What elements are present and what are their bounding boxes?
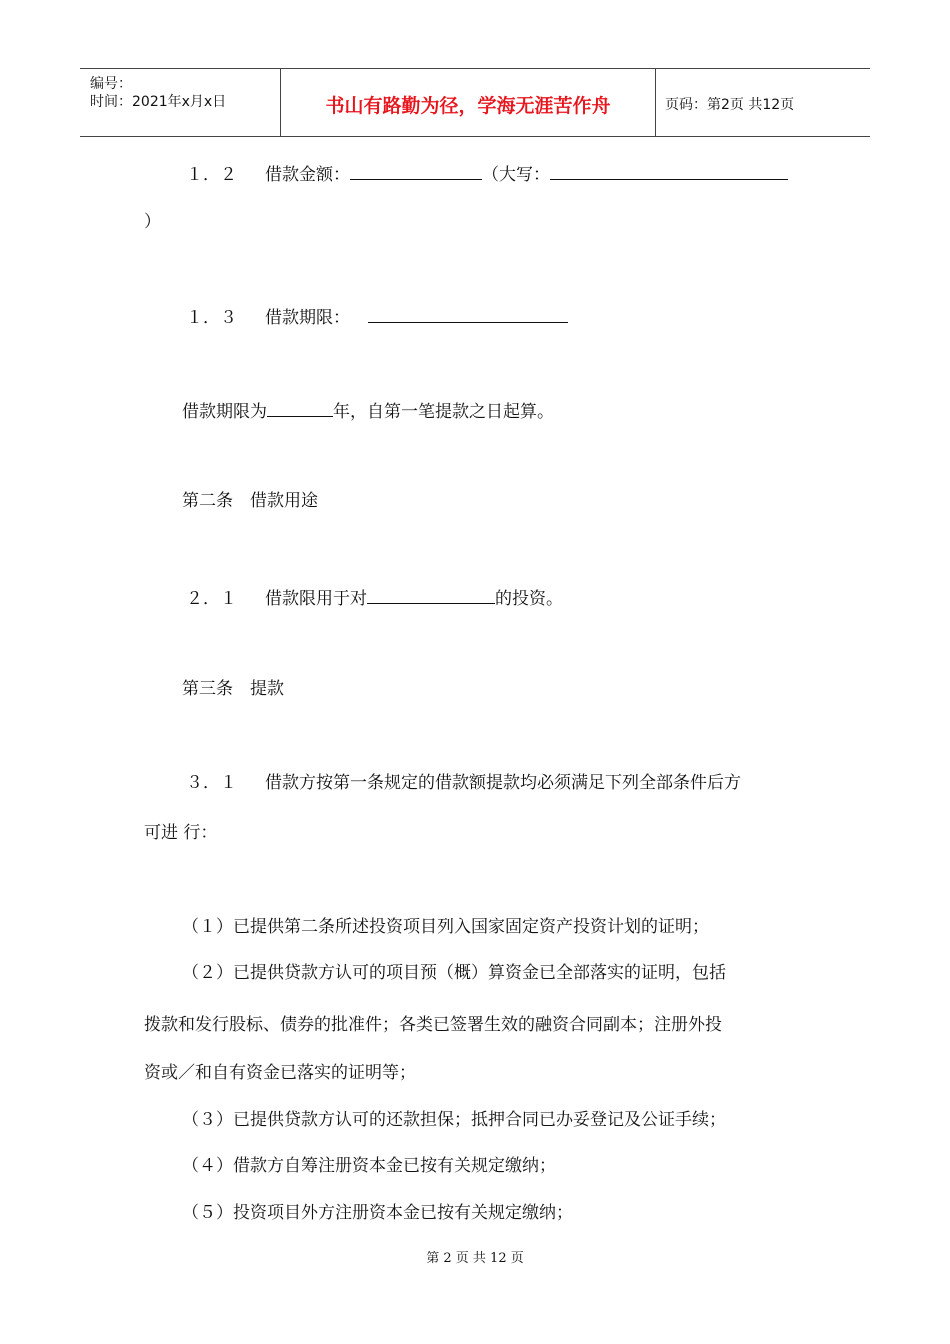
clause-text: 的投资。 (495, 589, 563, 609)
clause-1-2 (186, 161, 788, 186)
blank-field (368, 304, 568, 323)
clause-2-1 (186, 585, 563, 610)
header-page-cell (655, 69, 870, 136)
document-number-label: 编号： (90, 76, 132, 92)
clause-number: １．２ (186, 165, 237, 185)
term-line (182, 398, 554, 423)
condition-item-3: （３）已提供贷款方认可的还款担保；抵押合同已办妥登记及公证手续； (182, 1110, 726, 1130)
clause-3-1-cont: 可进 行： (144, 823, 218, 843)
blank-field (350, 161, 482, 180)
clause-text: 年，自第一笔提款之日起算。 (333, 402, 554, 422)
condition-item-2-cont: 拨款和发行股标、债券的批准件；各类已签署生效的融资合同副本；注册外投 (144, 1015, 722, 1035)
blank-field (550, 161, 788, 180)
clause-label: 借款期限： (265, 308, 350, 328)
clause-label: 借款金额： (265, 165, 350, 185)
header-page-info: 页码：第2页 共12页 (665, 97, 795, 113)
condition-item-4: （４）借款方自筹注册资本金已按有关规定缴纳； (182, 1156, 556, 1176)
condition-item-2-cont: 资或／和自有资金已落实的证明等； (144, 1063, 416, 1083)
blank-field (267, 398, 333, 417)
clause-text: 借款期限为 (182, 402, 267, 422)
header-motto: 书山有路勤为径，学海无涯苦作舟 (325, 95, 611, 117)
clause-text: 借款方按第一条规定的借款额提款均必须满足下列全部条件后方 (265, 773, 741, 793)
header-meta (80, 69, 280, 136)
clause-1-2-close: ） (144, 212, 161, 232)
clause-3-1 (186, 772, 741, 794)
clause-number: １．３ (186, 308, 237, 328)
header-motto-cell (280, 69, 656, 136)
clause-text: 借款限用于对 (265, 589, 367, 609)
clause-number: ３．１ (186, 773, 237, 793)
article-2-heading: 第二条 借款用途 (182, 491, 318, 511)
clause-1-3 (186, 304, 568, 329)
clause-number: ２．１ (186, 589, 237, 609)
page-header (80, 68, 870, 137)
condition-item-5: （５）投资项目外方注册资本金已按有关规定缴纳； (182, 1203, 573, 1223)
document-time-label: 时间：2021年x月x日 (90, 94, 227, 110)
condition-item-2: （２）已提供贷款方认可的项目预（概）算资金已全部落实的证明，包括 (182, 963, 726, 983)
page-footer: 第 2 页 共 12 页 (426, 1251, 524, 1266)
clause-text: （大写： (482, 165, 550, 185)
blank-field (367, 585, 495, 604)
condition-item-1: （１）已提供第二条所述投资项目列入国家固定资产投资计划的证明； (182, 917, 709, 937)
article-3-heading: 第三条 提款 (182, 679, 284, 699)
